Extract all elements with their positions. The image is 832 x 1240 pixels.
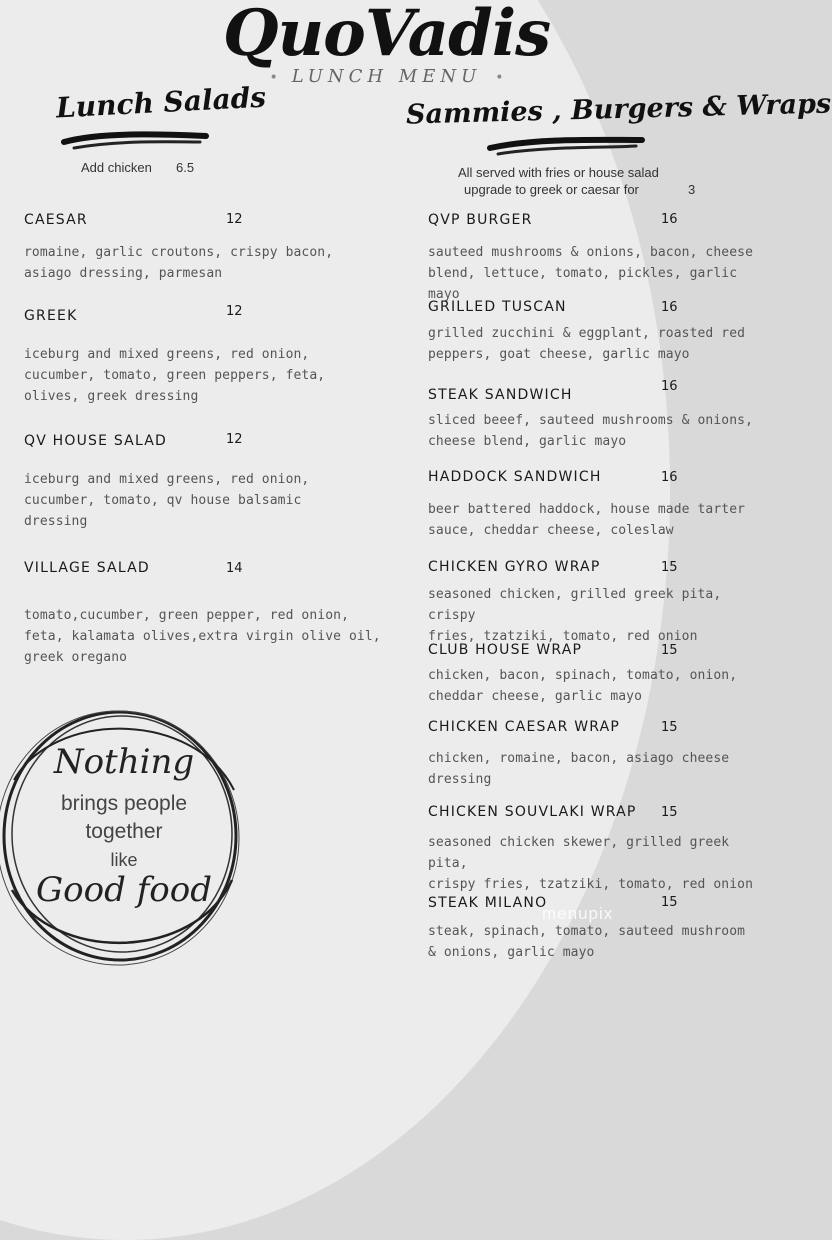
stamp-line-5: Good food bbox=[36, 870, 212, 910]
sammie-name: HADDOCK SANDWICH bbox=[428, 469, 602, 485]
salad-description bbox=[24, 344, 325, 407]
desc-line: romaine, garlic croutons, crispy bacon, bbox=[24, 245, 334, 260]
desc-line: seasoned chicken, grilled greek pita, crispy bbox=[428, 587, 722, 623]
salad-description bbox=[24, 605, 381, 668]
desc-line: beer battered haddock, house made tarter bbox=[428, 502, 746, 517]
desc-line: iceburg and mixed greens, red onion, bbox=[24, 472, 310, 487]
sammie-price: 16 bbox=[661, 212, 678, 227]
desc-line: olives, greek dressing bbox=[24, 389, 199, 404]
desc-line: chicken, bacon, spinach, tomato, onion, bbox=[428, 668, 738, 683]
add-chicken-label: Add chicken bbox=[81, 160, 152, 175]
stamp-line-2: brings people bbox=[60, 792, 188, 815]
salad-price: 12 bbox=[226, 304, 243, 319]
dot-left: • bbox=[269, 70, 278, 86]
sammie-description bbox=[428, 832, 773, 895]
sammies-brush-underline bbox=[486, 134, 646, 160]
add-chicken-price: 6.5 bbox=[176, 160, 195, 175]
salad-name: CAESAR bbox=[24, 212, 88, 228]
desc-line: peppers, goat cheese, garlic mayo bbox=[428, 347, 690, 362]
sammie-description bbox=[428, 748, 729, 790]
sammie-description bbox=[428, 499, 745, 541]
desc-line: fries, tzatziki, tomato, red onion bbox=[428, 629, 698, 644]
salad-price: 14 bbox=[226, 561, 243, 576]
desc-line: cheddar cheese, garlic mayo bbox=[428, 689, 643, 704]
sammie-price: 15 bbox=[661, 720, 678, 735]
sammie-price: 15 bbox=[661, 560, 678, 575]
desc-line: sauteed mushrooms & onions, bacon, cheese bbox=[428, 245, 753, 260]
desc-line: blend, lettuce, tomato, pickles, garlic mayo bbox=[428, 266, 738, 302]
desc-line: dressing bbox=[428, 772, 492, 787]
desc-line: dressing bbox=[24, 514, 88, 529]
restaurant-logo: QuoVadis bbox=[222, 0, 551, 71]
sammie-name: CHICKEN SOUVLAKI WRAP bbox=[428, 804, 637, 820]
sammie-price: 15 bbox=[661, 805, 678, 820]
salad-price: 12 bbox=[226, 432, 243, 447]
salad-name: VILLAGE SALAD bbox=[24, 560, 150, 576]
sammie-name: CHICKEN CAESAR WRAP bbox=[428, 719, 621, 735]
stamp-line-1: Nothing bbox=[53, 742, 195, 782]
stamp-line-4: like bbox=[110, 850, 138, 870]
desc-line: feta, kalamata olives,extra virgin olive oil, bbox=[24, 629, 381, 644]
sammie-description bbox=[428, 410, 753, 452]
sammie-description bbox=[428, 921, 745, 963]
desc-line: & onions, garlic mayo bbox=[428, 945, 595, 960]
salad-name: GREEK bbox=[24, 308, 78, 324]
sammie-price: 15 bbox=[661, 895, 678, 910]
desc-line: cucumber, tomato, green peppers, feta, bbox=[24, 368, 326, 383]
menupix-watermark: menupix bbox=[542, 904, 614, 923]
desc-line: asiago dressing, parmesan bbox=[24, 266, 223, 281]
upgrade-price: 3 bbox=[688, 182, 696, 197]
sammie-name: CLUB HOUSE WRAP bbox=[428, 642, 583, 658]
sammie-price: 16 bbox=[661, 379, 678, 394]
sammie-price: 16 bbox=[661, 470, 678, 485]
desc-line: steak, spinach, tomato, sauteed mushroom bbox=[428, 924, 746, 939]
desc-line: tomato,cucumber, green pepper, red onion, bbox=[24, 608, 349, 623]
desc-line: sliced beeef, sauteed mushrooms & onions, bbox=[428, 413, 753, 428]
sammie-name: QVP BURGER bbox=[428, 212, 533, 228]
salad-price: 12 bbox=[226, 212, 243, 227]
desc-line: cucumber, tomato, qv house balsamic bbox=[24, 493, 302, 508]
sammie-name: GRILLED TUSCAN bbox=[428, 299, 567, 315]
desc-line: seasoned chicken skewer, grilled greek pita, bbox=[428, 835, 730, 871]
salad-description bbox=[24, 469, 309, 532]
desc-line: crispy fries, tzatziki, tomato, red onion bbox=[428, 877, 753, 892]
menu-subtitle bbox=[0, 66, 773, 87]
salads-brush-underline bbox=[60, 128, 210, 154]
sammie-name: STEAK SANDWICH bbox=[428, 387, 573, 403]
salad-name: QV HOUSE SALAD bbox=[24, 433, 168, 449]
sammie-name: CHICKEN GYRO WRAP bbox=[428, 559, 601, 575]
salad-description bbox=[24, 242, 333, 284]
dot-right: • bbox=[495, 70, 504, 86]
menu-subtitle-text: LUNCH MENU bbox=[291, 66, 482, 87]
desc-line: iceburg and mixed greens, red onion, bbox=[24, 347, 310, 362]
desc-line: sauce, cheddar cheese, coleslaw bbox=[428, 523, 674, 538]
sammie-description bbox=[428, 242, 773, 305]
desc-line: chicken, romaine, bacon, asiago cheese bbox=[428, 751, 730, 766]
desc-line: grilled zucchini & eggplant, roasted red bbox=[428, 326, 746, 341]
sammies-title: Sammies , Burgers & Wraps bbox=[405, 88, 832, 131]
sammie-price: 16 bbox=[661, 300, 678, 315]
sammie-description bbox=[428, 584, 773, 647]
served-note: All served with fries or house salad bbox=[458, 165, 659, 180]
sammie-description bbox=[428, 323, 745, 365]
sammie-description bbox=[428, 665, 737, 707]
salads-title: Lunch Salads bbox=[55, 80, 267, 125]
upgrade-note: upgrade to greek or caesar for bbox=[464, 182, 639, 197]
stamp-line-3: together bbox=[85, 820, 163, 843]
desc-line: cheese blend, garlic mayo bbox=[428, 434, 627, 449]
sammie-price: 15 bbox=[661, 643, 678, 658]
good-food-stamp bbox=[0, 700, 254, 970]
sammie-name: STEAK MILANO bbox=[428, 895, 548, 911]
desc-line: greek oregano bbox=[24, 650, 128, 665]
